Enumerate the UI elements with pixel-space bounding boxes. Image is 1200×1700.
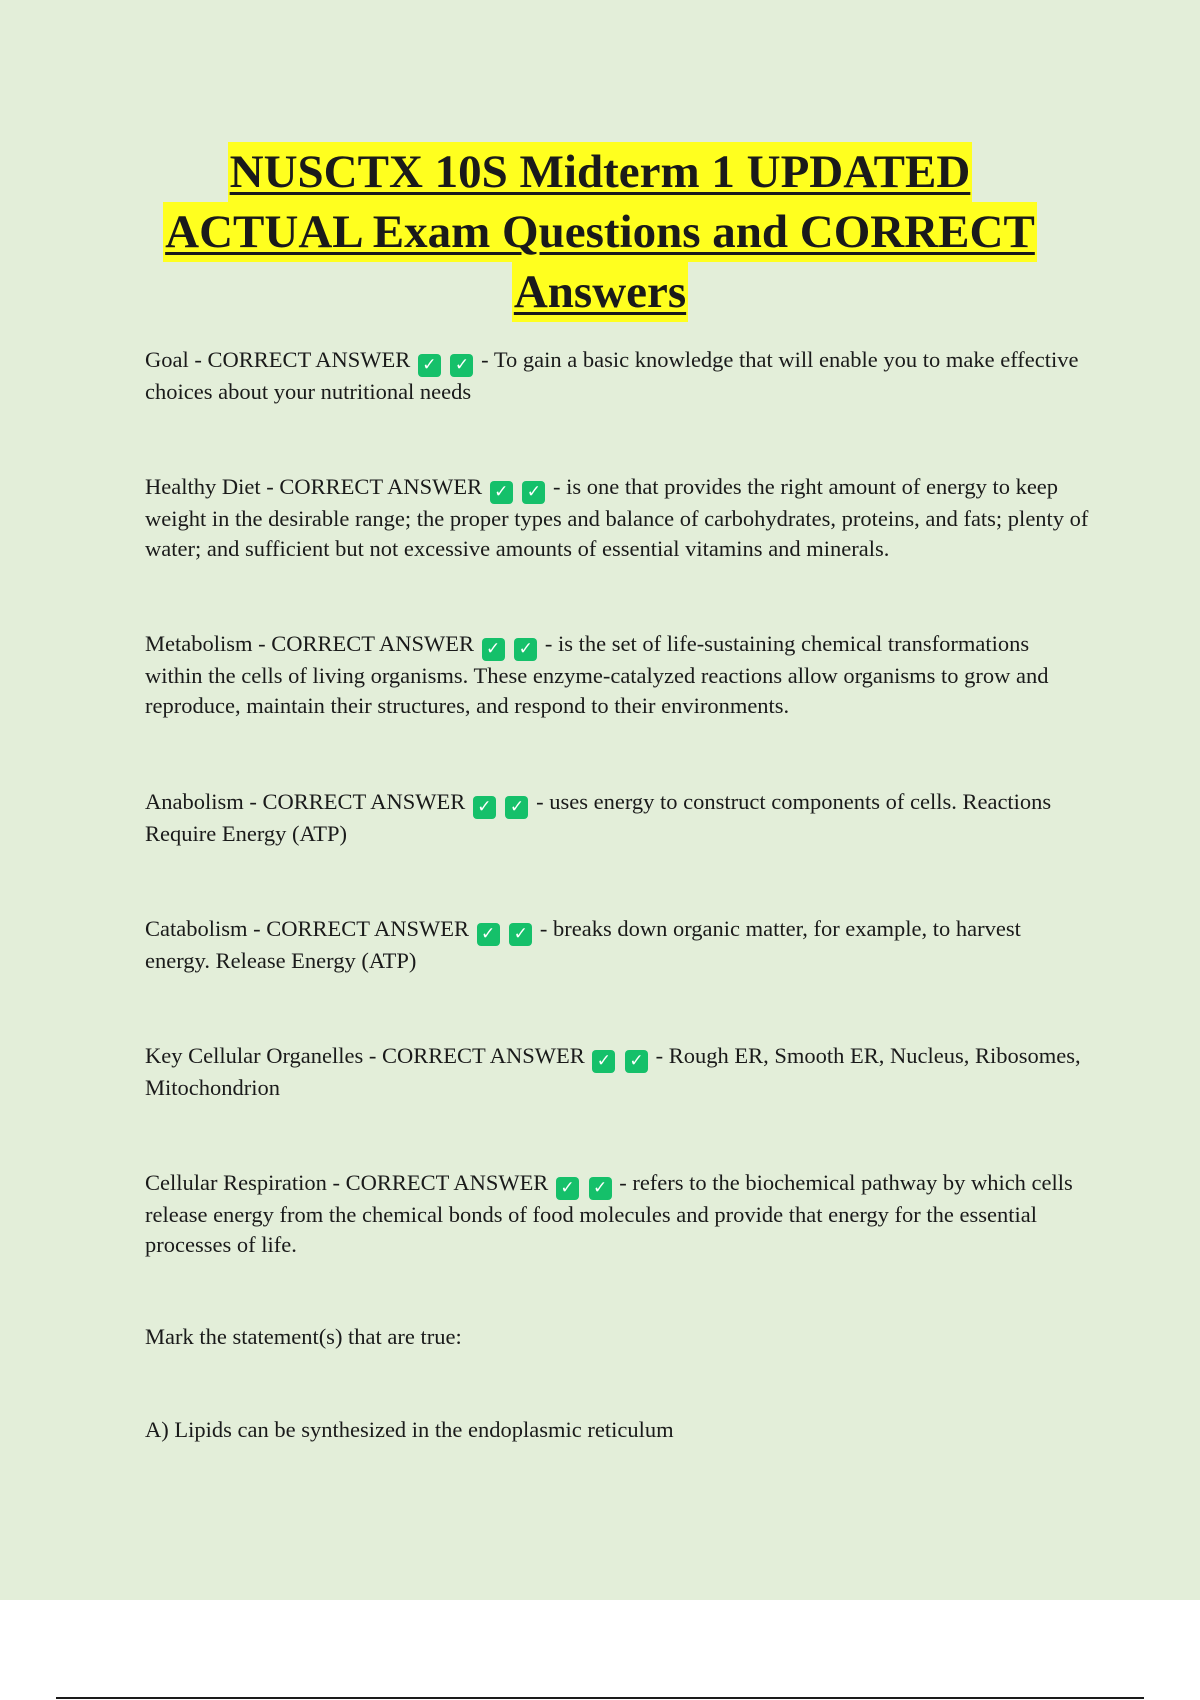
entry-anabolism: [145, 787, 1090, 849]
check-icon: ✓: [482, 638, 505, 661]
entry-healthy-diet: [145, 472, 1090, 564]
check-icon: ✓: [473, 796, 496, 819]
entry-catabolism: [145, 914, 1090, 976]
entry-definition: - is the set of life-sustaining chemical transformations within the cells of living organisms. These enzyme-catalyzed reactions allow organisms to grow and reproduce, maintain their structures, and respond to their environments.: [145, 631, 1049, 718]
check-icon: ✓: [522, 481, 545, 504]
answer-option-a: A) Lipids can be synthesized in the endoplasmic reticulum: [145, 1417, 674, 1442]
check-icon: ✓: [418, 354, 441, 377]
entry-term: Healthy Diet - CORRECT ANSWER: [145, 474, 483, 499]
check-icon: ✓: [625, 1050, 648, 1073]
check-icon: ✓: [514, 638, 537, 661]
entry-metabolism: [145, 629, 1090, 721]
entry-term: Metabolism - CORRECT ANSWER: [145, 631, 474, 656]
entry-definition: - To gain a basic knowledge that will enable you to make effective choices about your nutritional needs: [145, 347, 1079, 404]
check-icon: ✓: [490, 481, 513, 504]
entry-goal: [145, 345, 1090, 407]
check-icon: ✓: [556, 1177, 579, 1200]
entry-definition: - is one that provides the right amount of energy to keep weight in the desirable range; the proper types and balance of carbohydrates, proteins, and fats; plenty of water; and sufficient but not excessive amounts of essential vitamins and minerals.: [145, 474, 1089, 561]
entry-term: Key Cellular Organelles - CORRECT ANSWER: [145, 1043, 585, 1068]
title-line-1: NUSCTX 10S Midterm 1 UPDATED: [228, 142, 973, 202]
entry-definition: - Rough ER, Smooth ER, Nucleus, Ribosomes, Mitochondrion: [145, 1043, 1081, 1100]
check-icon: ✓: [505, 796, 528, 819]
check-icon: ✓: [589, 1177, 612, 1200]
check-icon: ✓: [592, 1050, 615, 1073]
title-line-3: Answers: [512, 262, 688, 322]
footer-rule: [56, 1697, 1144, 1699]
check-icon: ✓: [477, 923, 500, 946]
entry-definition: - breaks down organic matter, for example, to harvest energy. Release Energy (ATP): [145, 916, 1021, 973]
entry-term: Goal - CORRECT ANSWER: [145, 347, 411, 372]
document-title: [0, 142, 1200, 322]
entry-definition: - refers to the biochemical pathway by which cells release energy from the chemical bonds of food molecules and provide that energy for the essential processes of life.: [145, 1170, 1073, 1257]
entry-cellular-respiration: [145, 1168, 1090, 1260]
entry-key-cellular-organelles: [145, 1041, 1090, 1103]
check-icon: ✓: [450, 354, 473, 377]
check-icon: ✓: [509, 923, 532, 946]
entry-term: Cellular Respiration - CORRECT ANSWER: [145, 1170, 549, 1195]
title-line-2: ACTUAL Exam Questions and CORRECT: [163, 202, 1037, 262]
entry-term: Catabolism - CORRECT ANSWER: [145, 916, 469, 941]
entry-term: Anabolism - CORRECT ANSWER: [145, 789, 466, 814]
entry-definition: - uses energy to construct components of cells. Reactions Require Energy (ATP): [145, 789, 1052, 846]
question-prompt: Mark the statement(s) that are true:: [145, 1324, 462, 1349]
